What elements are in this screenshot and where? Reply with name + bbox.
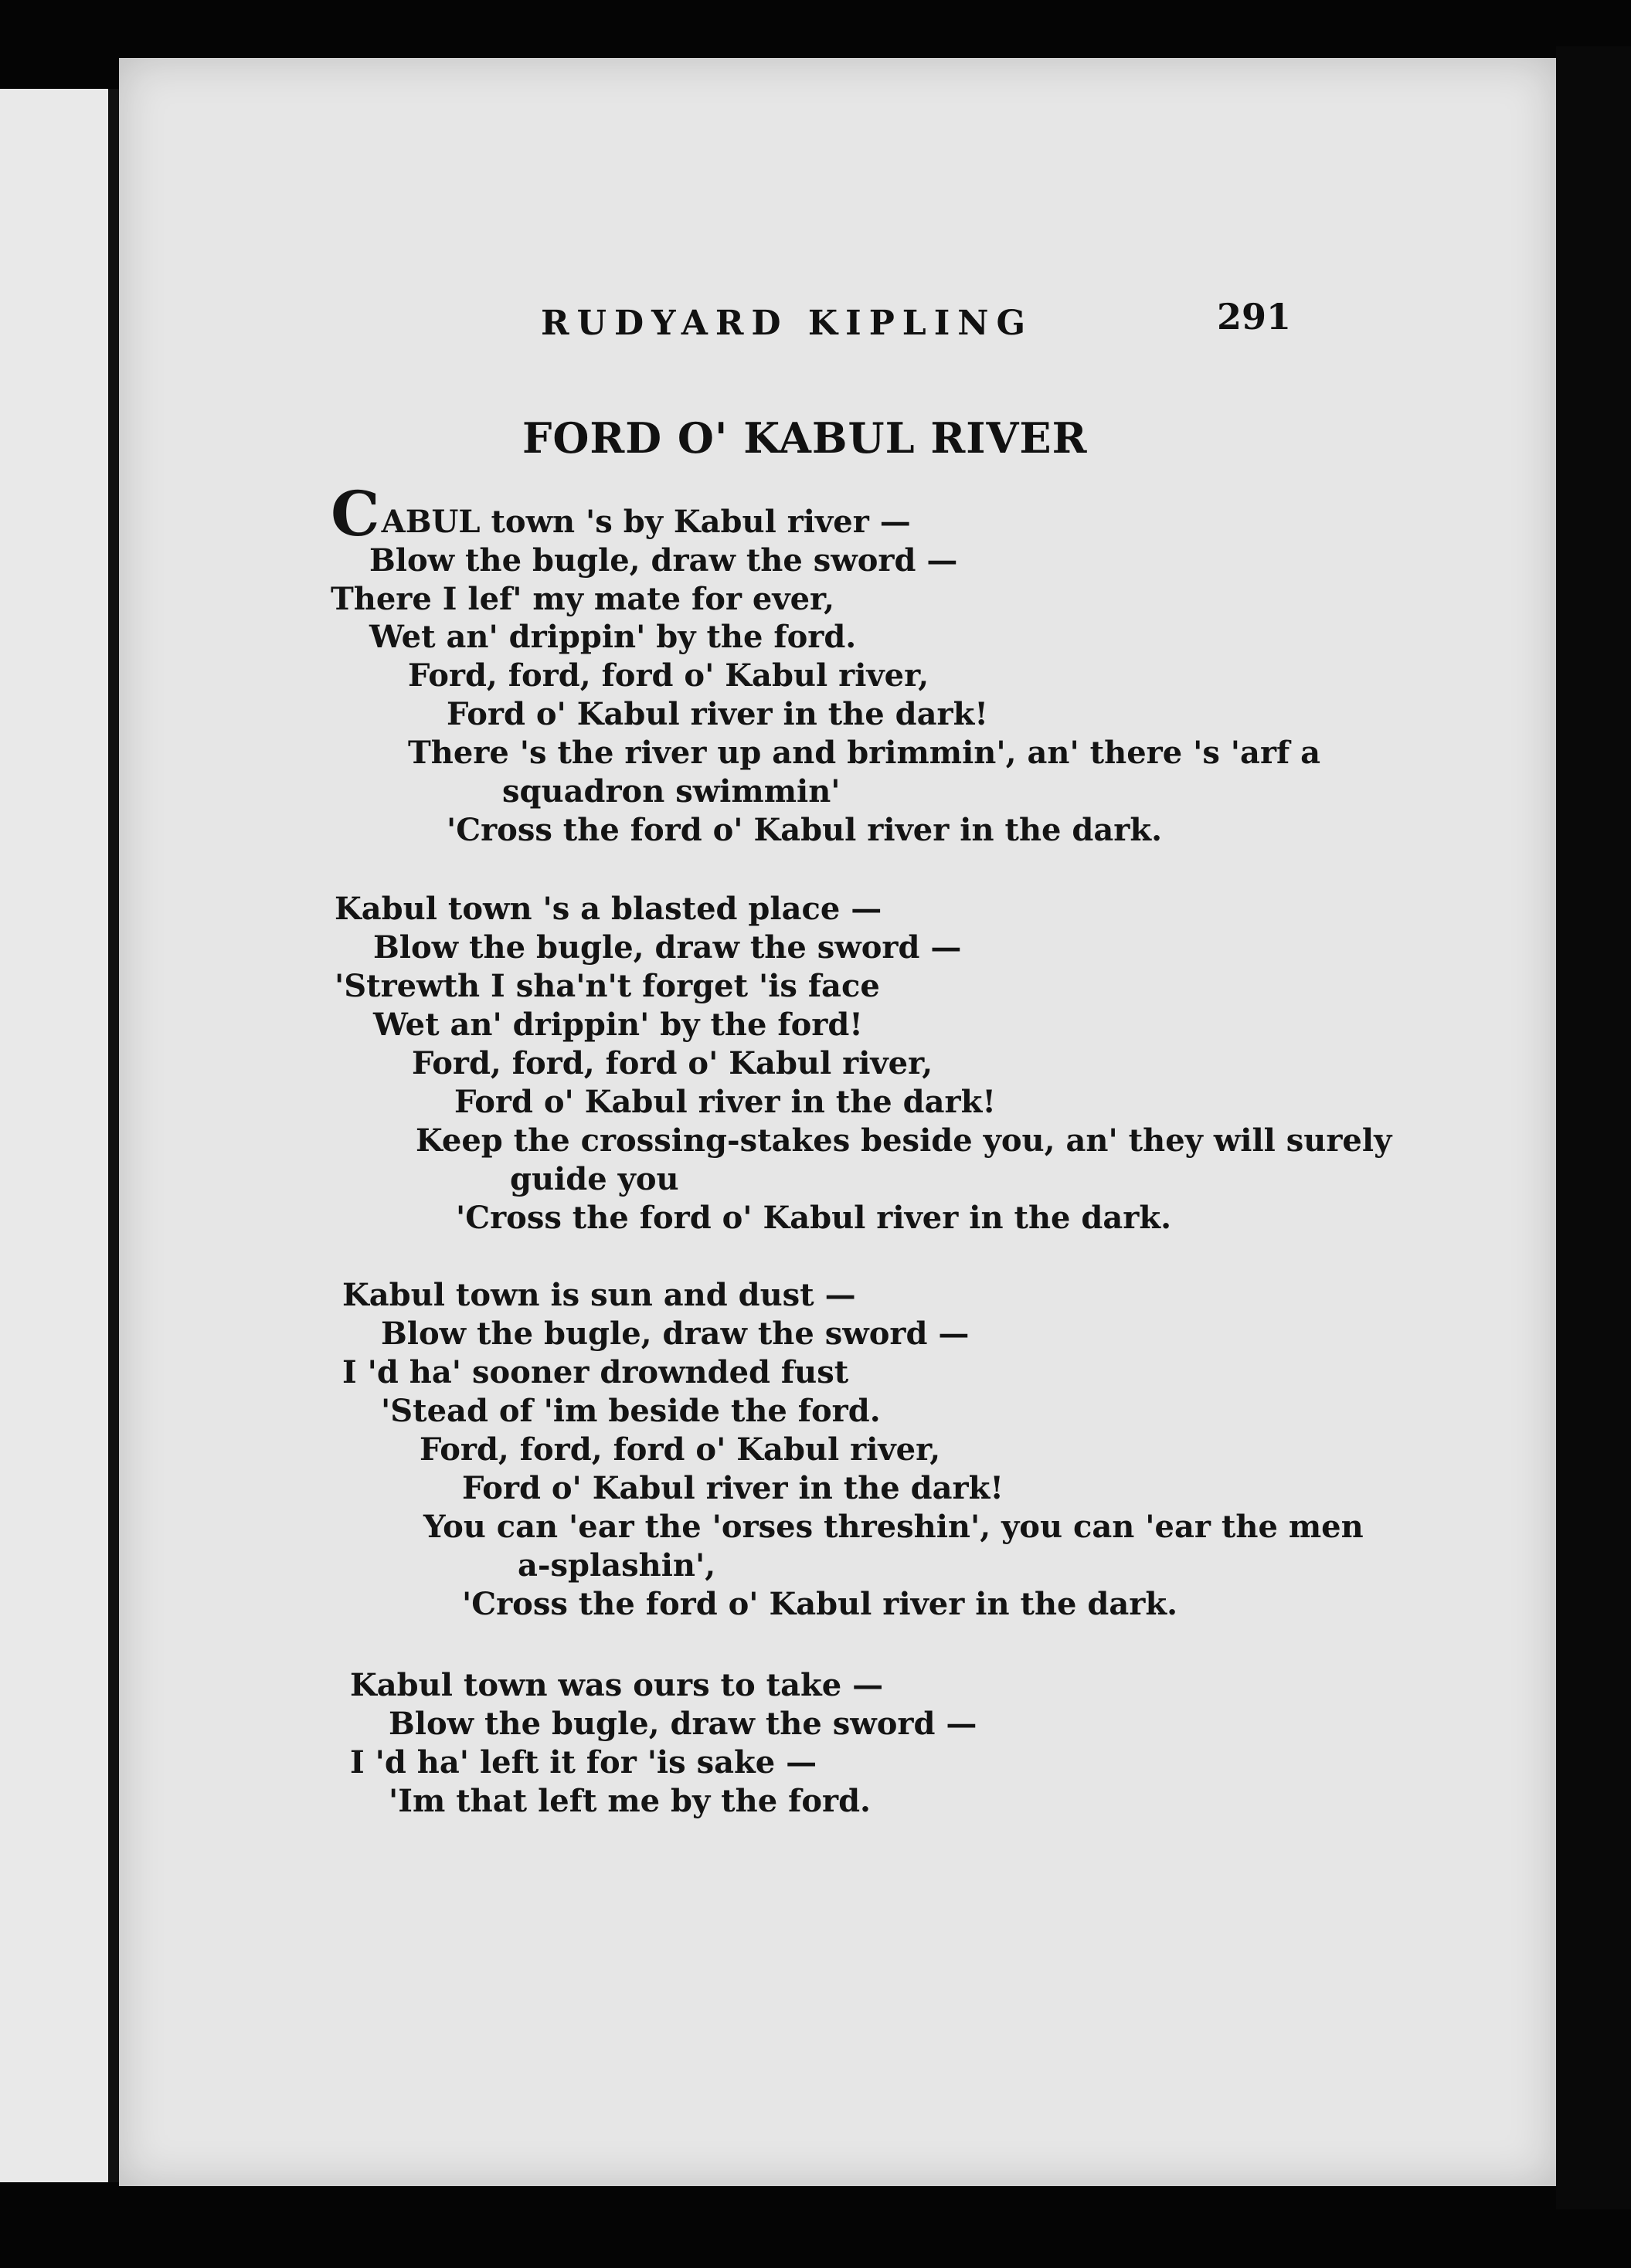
poem-title: FORD O' KABUL RIVER: [522, 413, 1088, 463]
stanza-1-refrain-2: Ford o' Kabul river in the dark!: [447, 696, 988, 732]
stanza-2-refrain-2: Ford o' Kabul river in the dark!: [454, 1084, 996, 1120]
stanza-4-line-1: Kabul town was ours to take —: [350, 1667, 884, 1703]
stanza-3-refrain-3-cont: a-splashin',: [518, 1547, 716, 1584]
stanza-2-line-4: Wet an' drippin' by the ford!: [373, 1007, 863, 1043]
stanza-1-refrain-3-cont: squadron swimmin': [502, 773, 841, 810]
stanza-2-refrain-3: Keep the crossing-stakes beside you, an' they will surely: [416, 1122, 1392, 1159]
stanza-3-refrain-2: Ford o' Kabul river in the dark!: [462, 1470, 1004, 1506]
stanza-4-line-3: I 'd ha' left it for 'is sake —: [350, 1744, 817, 1781]
stanza-3-line-3: I 'd ha' sooner drownded fust: [342, 1354, 849, 1390]
left-page-edge: [0, 89, 108, 2182]
stanza-1-line-3: There I lef' my mate for ever,: [331, 581, 835, 617]
stanza-3-line-2: Blow the bugle, draw the sword —: [381, 1316, 970, 1352]
stanza-3-refrain-4: 'Cross the ford o' Kabul river in the dark.: [462, 1586, 1177, 1622]
stanza-3-line-1: Kabul town is sun and dust —: [342, 1277, 856, 1313]
stanza-2-refrain-4: 'Cross the ford o' Kabul river in the dark.: [456, 1200, 1171, 1236]
page-number: 291: [1217, 296, 1292, 338]
stanza-1-refrain-4: 'Cross the ford o' Kabul river in the dark.: [447, 812, 1162, 848]
drop-cap: C: [331, 477, 380, 550]
stanza-1-refrain-3: There 's the river up and brimmin', an' there 's 'arf a: [408, 735, 1321, 771]
line-text: ABUL town 's by Kabul river —: [381, 504, 911, 540]
stanza-2-line-2: Blow the bugle, draw the sword —: [373, 929, 962, 966]
stanza-4-line-4: 'Im that left me by the ford.: [389, 1783, 871, 1819]
stanza-4-line-2: Blow the bugle, draw the sword —: [389, 1706, 977, 1742]
stanza-2-line-1: Kabul town 's a blasted place —: [335, 891, 882, 927]
stanza-2-line-3: 'Strewth I sha'n't forget 'is face: [335, 968, 880, 1004]
stanza-3-refrain-3: You can 'ear the 'orses threshin', you can 'ear the men: [423, 1509, 1364, 1545]
stanza-1-refrain-1: Ford, ford, ford o' Kabul river,: [408, 657, 929, 694]
stanza-1-line-1: [331, 477, 911, 550]
stanza-1-line-2: Blow the bugle, draw the sword —: [369, 542, 958, 579]
stanza-3-refrain-1: Ford, ford, ford o' Kabul river,: [420, 1431, 941, 1468]
stanza-1-line-4: Wet an' drippin' by the ford.: [369, 619, 857, 655]
stanza-3-line-4: 'Stead of 'im beside the ford.: [381, 1393, 881, 1429]
book-gutter: [108, 89, 119, 2182]
right-background: [1556, 46, 1631, 2209]
stanza-2-refrain-1: Ford, ford, ford o' Kabul river,: [412, 1045, 933, 1081]
running-header: RUDYARD KIPLING: [541, 304, 1034, 343]
stanza-2-refrain-3-cont: guide you: [510, 1161, 679, 1197]
